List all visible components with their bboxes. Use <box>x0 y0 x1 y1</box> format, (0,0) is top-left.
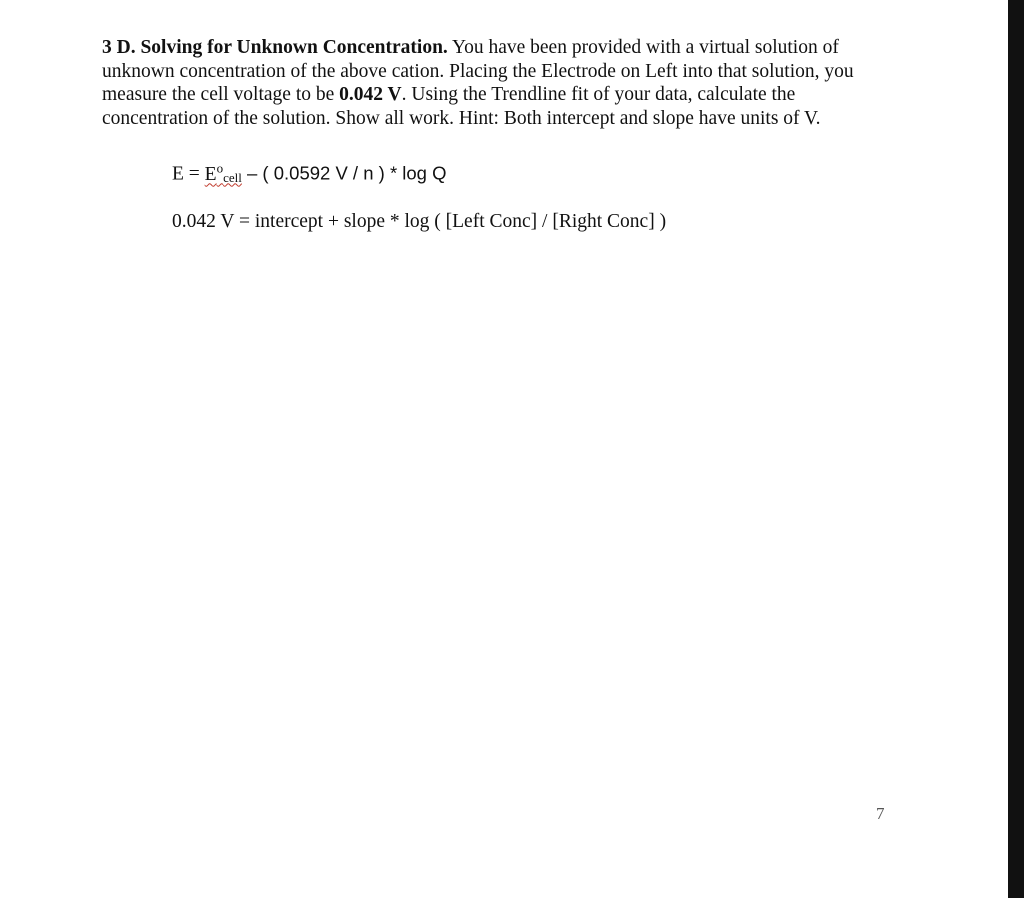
fit-equation: 0.042 V = intercept + slope * log ( [Left Conc] / [Right Conc] ) <box>172 211 667 232</box>
intro-text: You have been provided with a virtual solution of unknown concentration of the above cation. Placing the Electrode on Left into that solution, you measure the cell voltage to be <box>102 37 854 105</box>
section-heading: 3 D. Solving for Unknown Concentration. <box>102 37 448 58</box>
e-cell-term <box>204 160 242 185</box>
formula-lhs: E = <box>172 163 205 185</box>
after-voltage-text: . Using the Trendline fit of your data, calculate the concentration of the solution. Show all work. Hint: Both intercept and slope have units of V. <box>102 84 821 129</box>
degree-symbol: o <box>216 160 224 175</box>
problem-paragraph <box>102 36 902 130</box>
window-edge <box>1008 0 1024 898</box>
cell-subscript: cell <box>223 169 242 185</box>
e-symbol: E <box>204 163 217 185</box>
formula-rest: – ( 0.0592 V / n ) * log Q <box>241 162 447 184</box>
nernst-formula <box>172 160 447 186</box>
voltage-value: 0.042 V <box>339 84 402 105</box>
page-number: 7 <box>876 804 885 823</box>
